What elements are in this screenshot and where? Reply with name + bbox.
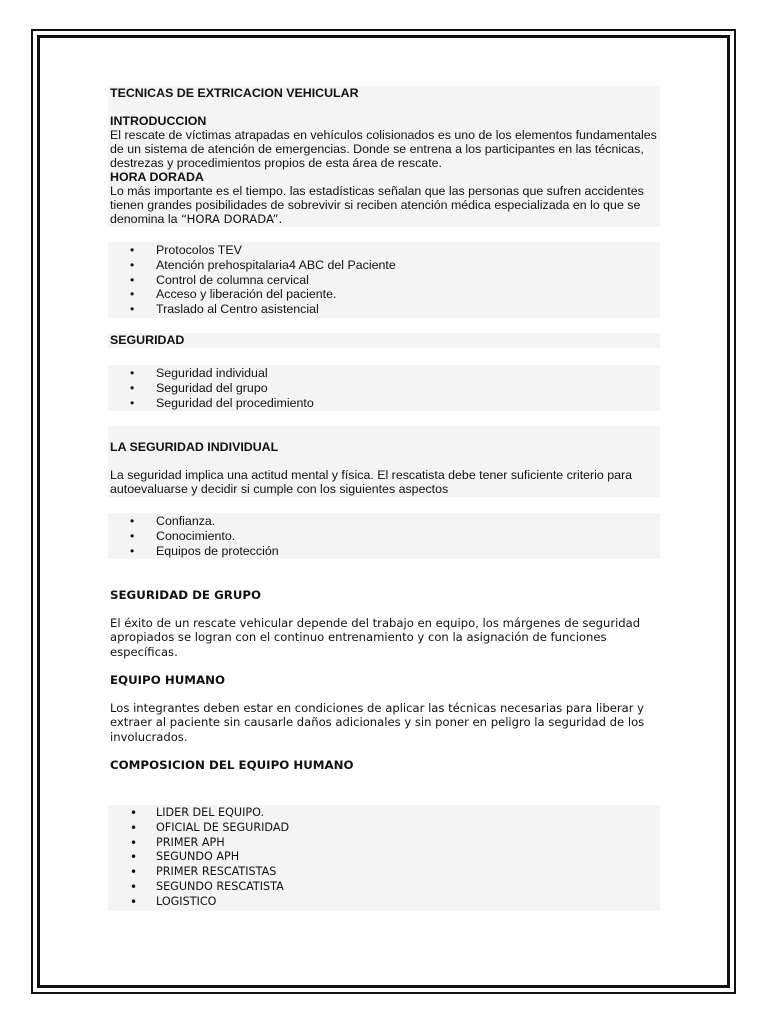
intro-section: [108, 86, 660, 227]
hora-dorada-heading: HORA DORADA: [110, 170, 204, 184]
list-item: • PRIMER APH: [108, 836, 660, 851]
seguridad-list: [108, 365, 660, 411]
list-item: • SEGUNDO APH: [108, 850, 660, 865]
hora-dorada-body: [108, 184, 660, 226]
list-item: • Traslado al Centro asistencial: [108, 302, 660, 317]
hora-dorada-body-text: Lo más importante es el tiempo. las estadísticas señalan que las personas que sufren accidentes tienen grandes posibilidades de sobrevivir si reciben atención médica especializada en lo que se denomina la: [110, 184, 644, 226]
list-item: • SEGUNDO RESCATISTA: [108, 880, 660, 895]
seguridad-grupo-section: [108, 588, 660, 659]
list-item: • Seguridad individual: [108, 366, 660, 381]
hora-dorada-quote: “HORA DORADA”.: [180, 212, 283, 226]
list-item: • Atención prehospitalaria4 ABC del Paciente: [108, 258, 660, 273]
seguridad-individual-body: La seguridad implica una actitud mental y física. El rescatista debe tener suficiente criterio para autoevaluarse y decidir si cumple con los siguientes aspectos: [110, 468, 633, 496]
aspectos-list: [108, 513, 660, 559]
intro-body: El rescate de víctimas atrapadas en vehículos colisionados es uno de los elementos fundamentales de un sistema de atención de emergencias. Donde se entrena a los participantes en las técnicas, destrezas y procedimientos propios de esta área de rescate.: [110, 128, 657, 170]
list-item: • Control de columna cervical: [108, 273, 660, 288]
composicion-heading: COMPOSICION DEL EQUIPO HUMANO: [110, 758, 354, 772]
list-item: • Seguridad del procedimiento: [108, 396, 660, 411]
list-item: • Confianza.: [108, 514, 660, 529]
list-item: • Conocimiento.: [108, 529, 660, 544]
intro-heading: INTRODUCCION: [110, 114, 207, 128]
list-item: • PRIMER RESCATISTAS: [108, 865, 660, 880]
list-item: • Equipos de protección: [108, 544, 660, 559]
composicion-section: [108, 758, 660, 773]
seguridad-grupo-body: El éxito de un rescate vehicular depende del trabajo en equipo, los márgenes de seguridad apropiados se logran con el continuo entrenamiento y con la asignación de funciones específicas.: [110, 615, 641, 659]
list-item: • Seguridad del grupo: [108, 381, 660, 396]
seguridad-individual-section: [108, 426, 660, 497]
equipo-humano-section: [108, 673, 660, 744]
seguridad-individual-heading: LA SEGURIDAD INDIVIDUAL: [110, 440, 279, 454]
seguridad-grupo-heading: SEGURIDAD DE GRUPO: [110, 588, 262, 602]
list-item: • Protocolos TEV: [108, 243, 660, 258]
list-item: • LIDER DEL EQUIPO.: [108, 806, 660, 821]
list-item: • OFICIAL DE SEGURIDAD: [108, 821, 660, 836]
equipo-humano-heading: EQUIPO HUMANO: [110, 673, 226, 687]
seguridad-section: [108, 333, 660, 348]
list-item: • Acceso y liberación del paciente.: [108, 287, 660, 302]
list-item: • LOGISTICO: [108, 895, 660, 910]
protocol-list: [108, 242, 660, 318]
equipo-humano-body: Los integrantes deben estar en condiciones de aplicar las técnicas necesarias para liberar y extraer al paciente sin causarle daños adicionales y sin poner en peligro la seguridad de los involucrados.: [110, 700, 645, 744]
seguridad-heading: SEGURIDAD: [110, 333, 185, 347]
equipo-list: [108, 805, 660, 911]
document-title: TECNICAS DE EXTRICACION VEHICULAR: [110, 86, 359, 100]
